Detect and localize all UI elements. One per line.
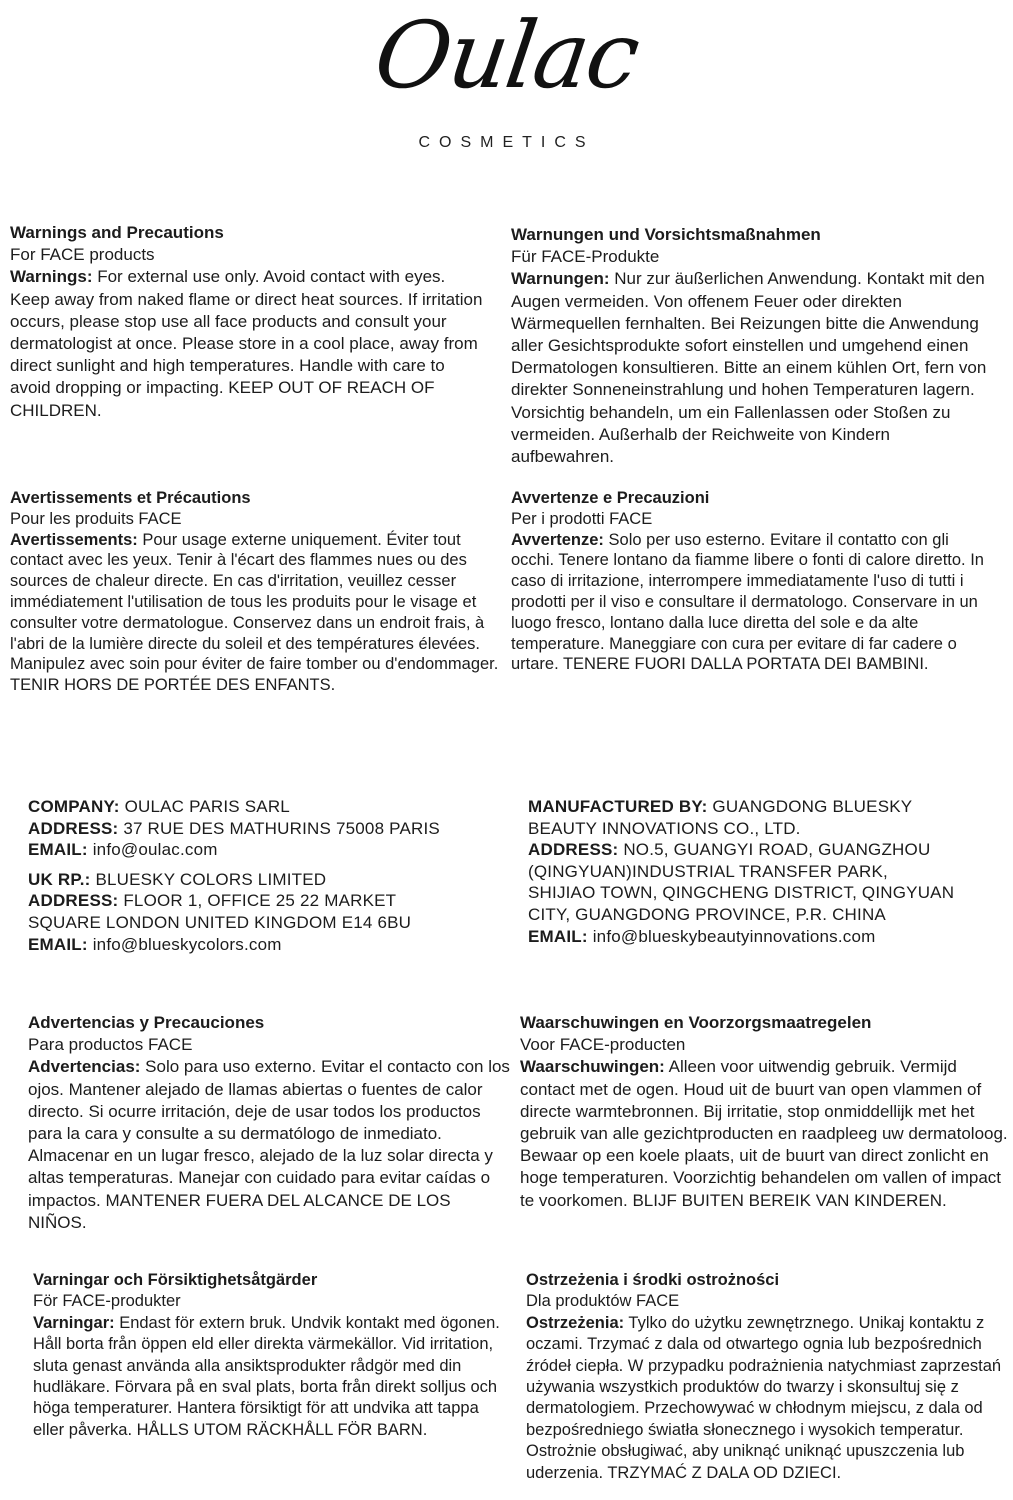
manufacturer-address-line: (QINGYUAN)INDUSTRIAL TRANSFER PARK, (528, 861, 888, 881)
warning-text: Nur zur äußerlichen Anwendung. Kontakt mit den Augen vermeiden. Von offenem Feuer oder direkten Wärmequellen fernhalten. Bei Reizungen bitte die Anwendung aller Gesichtsprodukte sofort einstellen und umgehend einen Dermatologen konsultieren. Bitte an einem kühlen Ort, fern von direkter Sonneneinstrahlung und hohen Temperaturen lagern. Vorsichtig behandeln, um ein Fallenlassen oder Stoßen zu vermeiden. Außerhalb der Reichweite von Kindern aufbewahren. (511, 269, 987, 467)
email-label: EMAIL: (28, 840, 88, 860)
section-it (511, 488, 985, 675)
company-email: info@oulac.com (92, 840, 218, 860)
warning-text: Pour usage externe uniquement. Éviter tout contact avec les yeux. Tenir à l'écart des flammes nues ou des sources de chaleur directe. En cas d'irritation, veuillez cesser immédiatement l'utilisation de tous les produits pour le visage et consulter votre dermatologue. Conservez dans un endroit frais, à l'abri de la lumière directe du soleil et des températures élevées. Manipulez avec soin pour éviter de faire tomber ou d'endommager. TENIR HORS DE PORTÉE DES ENFANTS. (10, 530, 499, 695)
section-nl (520, 1012, 1010, 1212)
section-title: Varningar och Försiktighetsåtgärder (33, 1271, 318, 1289)
manufacturer-address-line: CITY, GUANGDONG PROVINCE, P.R. CHINA (528, 904, 886, 924)
uk-address-label: ADDRESS: (28, 891, 119, 911)
warning-label: Avertissements: (10, 530, 138, 549)
uk-email-label: EMAIL: (28, 934, 88, 954)
section-title: Warnings and Precautions (10, 223, 224, 242)
uk-address-line: FLOOR 1, OFFICE 25 22 MARKET (123, 891, 397, 911)
warning-text: Alleen voor uitwendig gebruik. Vermijd contact met de ogen. Houd uit de buurt van open vlammen of directe warmtebronnen. Bij irritatie, stop onmiddellijk met het gebruik van alle gezichtproducten en raadpleeg uw dermatoloog. Bewaar op een koele plaats, uit de buurt van direct zonlicht en hoge temperaturen. Voorzichtig behandelen om vallen of impact te voorkomen. BLIJF BUITEN BEREIK VAN KINDEREN. (520, 1057, 1008, 1210)
section-en (10, 222, 486, 422)
warning-label: Waarschuwingen: (520, 1057, 665, 1077)
warning-text: For external use only. Avoid contact with eyes. Keep away from naked flame or direct heat sources. If irritation occurs, please stop use all face products and consult your dermatologist at once. Please store in a cool place, away from direct sunlight and high temperatures. Handle with care to avoid dropping or impacting. KEEP OUT OF REACH OF CHILDREN. (10, 267, 483, 420)
section-title: Warnungen und Vorsichtsmaßnahmen (511, 225, 821, 244)
manufacturer-email: info@blueskybeautyinnovations.com (592, 926, 876, 946)
brand-name: Oulac (368, 2, 645, 109)
brand-subtitle: COSMETICS (418, 134, 595, 151)
manufacturer-address-line: SHIJIAO TOWN, QINGCHENG DISTRICT, QINGYUAN (528, 883, 955, 903)
company-address: 37 RUE DES MATHURINS 75008 PARIS (123, 818, 440, 838)
section-de (511, 224, 993, 468)
section-title: Avertissements et Précautions (10, 489, 251, 507)
uk-address-line: SQUARE LONDON UNITED KINGDOM E14 6BU (28, 912, 412, 932)
section-es (28, 1012, 512, 1234)
warning-label: Advertencias: (28, 1057, 141, 1077)
uk-rp-name: BLUESKY COLORS LIMITED (95, 869, 327, 889)
warning-label: Varningar: (33, 1313, 115, 1332)
section-fr (10, 488, 504, 696)
company-label: COMPANY: (28, 797, 120, 816)
section-subtitle: Für FACE-Produkte (511, 247, 660, 267)
uk-email: info@blueskycolors.com (92, 934, 282, 954)
address-label: ADDRESS: (28, 818, 119, 838)
manufacturer-address-line: NO.5, GUANGYI ROAD, GUANGZHOU (623, 840, 931, 860)
section-subtitle: Per i prodotti FACE (511, 509, 653, 528)
section-subtitle: Voor FACE-producten (520, 1035, 686, 1055)
warning-label: Ostrzeżenia: (526, 1313, 625, 1332)
email-label: EMAIL: (528, 926, 588, 946)
section-title: Advertencias y Precauciones (28, 1013, 265, 1032)
warning-text: Solo per uso esterno. Evitare il contatto con gli occhi. Tenere lontano da fiamme libere o fonti di calore diretto. In caso di irritazione, interrompere immediatamente l'uso di tutti i prodotti per il viso e consultare il dermatologo. Conservare in un luogo fresco, lontano dalla luce diretta del sole e da alte temperature. Maneggiare con cura per evitare di far cadere o urtare. TENERE FUORI DALLA PORTATA DEI BAMBINI. (511, 530, 984, 674)
warning-label: Warnings: (10, 267, 93, 287)
company-name: OULAC PARIS SARL (124, 797, 290, 816)
section-subtitle: För FACE-produkter (33, 1292, 181, 1311)
section-subtitle: Dla produktów FACE (526, 1292, 680, 1311)
uk-rp-label: UK RP.: (28, 869, 91, 889)
manufacturer-label: MANUFACTURED BY: (528, 797, 708, 816)
warning-text: Solo para uso externo. Evitar el contacto con los ojos. Mantener alejado de llamas abiertas o fuentes de calor directo. Si ocurre irritación, deje de usar todos los productos para la cara y consulte a su dermatólogo de inmediato. Almacenar en un lugar fresco, alejado de la luz solar directa y altas temperaturas. Manejar con cuidado para evitar caídas o impactos. MANTENER FUERA DEL ALCANCE DE LOS NIÑOS. (28, 1057, 510, 1232)
section-title: Waarschuwingen en Voorzorgsmaatregelen (520, 1013, 872, 1032)
manufacturer-info (528, 796, 1010, 947)
warning-label: Warnungen: (511, 269, 610, 289)
section-sv (33, 1270, 503, 1441)
warning-label: Avvertenze: (511, 530, 604, 549)
section-pl (526, 1270, 1010, 1484)
section-title: Ostrzeżenia i środki ostrożności (526, 1271, 780, 1289)
manufacturer-name: BEAUTY INNOVATIONS CO., LTD. (528, 818, 801, 838)
section-title: Avvertenze e Precauzioni (511, 489, 710, 507)
address-label: ADDRESS: (528, 840, 619, 860)
warning-text: Endast för extern bruk. Undvik kontakt med ögonen. Håll borta från öppen eld eller direkta värmekällor. Vid irritation, sluta genast använda alla ansiktsprodukter rådgör med din hudläkare. Förvara på en sval plats, borta från direkt solljus och höga temperaturer. Hantera försiktigt för att undvika att tappa eller påverka. HÅLLS UTOM RÄCKHÅLL FÖR BARN. (33, 1313, 500, 1439)
section-subtitle: Para productos FACE (28, 1035, 193, 1055)
brand-logo (0, 2, 1013, 109)
section-subtitle: For FACE products (10, 245, 155, 265)
company-info (28, 796, 504, 955)
warning-text: Tylko do użytku zewnętrznego. Unikaj kontaktu z oczami. Trzymać z dala od otwartego ognia lub bezpośrednich źródeł ciepła. W przypadku podrażnienia natychmiast zaprzestań używania wszystkich produktów do twarzy i skonsultuj się z dermatologiem. Przechowywać w chłodnym miejscu, z dala od bezpośredniego światła słonecznego i wysokich temperatur. Ostrożnie obsługiwać, aby uniknąć uniknąć upuszczenia lub uderzenia. TRZYMAĆ Z DALA OD DZIECI. (526, 1313, 1002, 1482)
section-subtitle: Pour les produits FACE (10, 509, 182, 528)
manufacturer-name: GUANGDONG BLUESKY (712, 797, 913, 816)
